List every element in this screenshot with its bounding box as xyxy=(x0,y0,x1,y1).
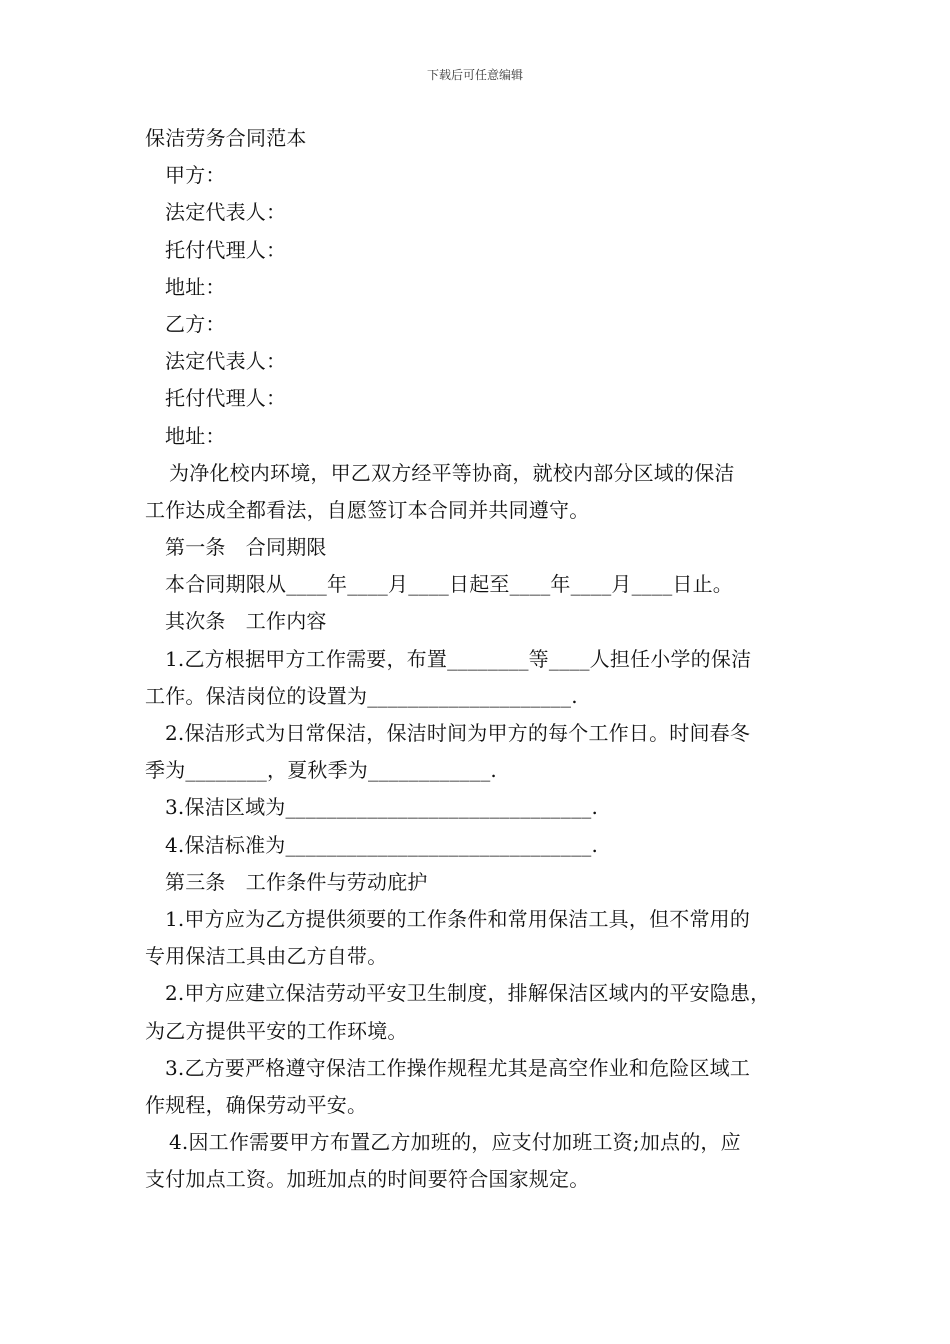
party-a-label: 甲方： xyxy=(165,163,226,188)
article3-item4-line2: 支付加点工资。加班加点的时间要符合国家规定。 xyxy=(145,1167,590,1192)
intro-line-2: 工作达成全都看法，自愿签订本合同并共同遵守。 xyxy=(145,497,590,522)
article1-text: 本合同期限从____年____月____日起至____年____月____日止。 xyxy=(165,572,733,597)
intro-line-1: 为净化校内环境，甲乙双方经平等协商，就校内部分区域的保洁 xyxy=(169,460,735,485)
party-a-agent: 托付代理人： xyxy=(165,237,287,262)
article2-item2-line2: 季为________，夏秋季为____________. xyxy=(145,758,497,783)
article2-item3: 3.保洁区域为______________________________. xyxy=(165,795,599,820)
article3-item3-line2: 作规程，确保劳动平安。 xyxy=(145,1092,368,1117)
article3-heading: 第三条 工作条件与劳动庇护 xyxy=(165,869,428,894)
party-b-legal-rep: 法定代表人： xyxy=(165,349,287,374)
article3-item1-line2: 专用保洁工具由乙方自带。 xyxy=(145,944,388,969)
document-body xyxy=(145,120,815,1198)
article2-item1-line1: 1.乙方根据甲方工作需要，布置________等____人担任小学的保洁 xyxy=(165,646,752,671)
article2-heading: 其次条 工作内容 xyxy=(165,609,327,634)
article3-item2-line1: 2.甲方应建立保洁劳动平安卫生制度，排解保洁区域内的平安隐患， xyxy=(165,981,771,1006)
article1-heading: 第一条 合同期限 xyxy=(165,535,327,560)
party-a-legal-rep: 法定代表人： xyxy=(165,200,287,225)
party-b-address: 地址： xyxy=(165,423,226,448)
party-b-label: 乙方： xyxy=(165,311,226,336)
article2-item1-line2: 工作。保洁岗位的设置为____________________. xyxy=(145,683,578,708)
article3-item3-line1: 3.乙方要严格遵守保洁工作操作规程尤其是高空作业和危险区域工 xyxy=(165,1055,751,1080)
page-header: 下载后可任意编辑 xyxy=(426,68,523,82)
article3-item4-line1: 4.因工作需要甲方布置乙方加班的，应支付加班工资;加点的，应 xyxy=(169,1130,741,1155)
party-b-agent: 托付代理人： xyxy=(165,386,287,411)
party-a-address: 地址： xyxy=(165,274,226,299)
document-title: 保洁劳务合同范本 xyxy=(145,126,307,150)
article3-item2-line2: 为乙方提供平安的工作环境。 xyxy=(145,1018,408,1043)
article3-item1-line1: 1.甲方应为乙方提供须要的工作条件和常用保洁工具，但不常用的 xyxy=(165,906,751,931)
article2-item4: 4.保洁标准为______________________________. xyxy=(165,832,599,857)
article2-item2-line1: 2.保洁形式为日常保洁，保洁时间为甲方的每个工作日。时间春冬 xyxy=(165,721,751,745)
